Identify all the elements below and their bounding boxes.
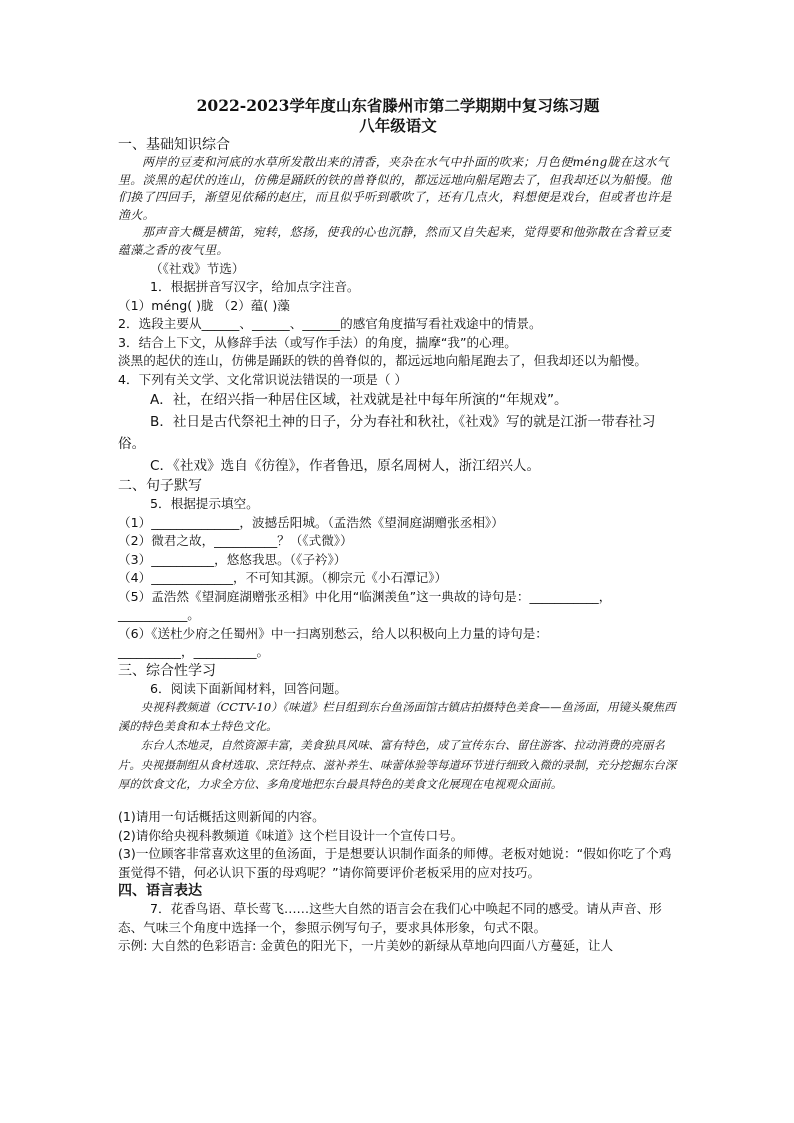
question-5: 5．根据提示填空。 (150, 496, 259, 512)
news-paragraph-2: 东台人杰地灵，自然资源丰富，美食独具风味、富有特色，成了宣传东台、留住游客、拉动消费的亮丽名片。央视摄制组从食材选取、烹饪特点、滋补养生、味蕾体验等每道环节进行细致入微的录制，充分挖掘东台深厚的饮食文化，力求全方位、多角度地把东台最具特色的美食文化展现在电视观众面前。 (118, 738, 677, 791)
question-4-option-a: A．社，在绍兴指一种居住区域，社戏就是社中每年所演的“年规戏”。 (150, 392, 568, 409)
spacer (118, 794, 678, 808)
question-6: 6．阅读下面新闻材料，回答问题。 (150, 680, 347, 696)
question-4-option-b: B．社日是古代祭祀土神的日子，分为春社和秋社，《社戏》写的就是江浙一带春社习俗。 (118, 414, 656, 453)
news-paragraph-1: 央视科教频道（CCTV-10）《味道》栏目组到东台鱼汤面馆古镇店拍摄特色美食——鱼汤面，用镜头聚焦西溪的特色美食和本土特色文化。 (118, 700, 676, 734)
section-heading-4: 四、语言表达 (118, 883, 202, 900)
question-3: 3．结合上下文，从修辞手法（或写作手法）的角度，揣摩“我”的心理。 (118, 334, 517, 350)
fill-line-2: （2）微君之故，__________？（《式微》） (118, 533, 353, 549)
fill-line-6: （6）《送杜少府之任蜀州》中一扫离别愁云，给人以积极向上力量的诗句是： (118, 625, 548, 641)
fill-line-1: （1）______________，波撼岳阳城。（孟浩然《望洞庭湖赠张丞相》） (118, 514, 504, 530)
sub-question-1: (1)请用一句话概括这则新闻的内容。 (118, 809, 325, 825)
question-1-items: （1）méng( )胧 （2）蕴( )藻 (118, 297, 290, 313)
sub-question-3: (3)一位顾客非常喜欢这里的鱼汤面，于是想要认识制作面条的师傅。老板对她说：“假如你吃了个鸡蛋觉得不错，何必认识下蛋的母鸡呢？”请你简要评价老板采用的应对技巧。 (118, 846, 672, 880)
fill-line-6-cont: __________，__________。 (118, 644, 270, 660)
example-text: 示例: 大自然的色彩语言: 金黄色的阳光下，一片美妙的新绿从草地向四面八方蔓延，让人 (118, 938, 614, 954)
question-7: 7．花香鸟语、草长莺飞……这些大自然的语言会在我们心中唤起不同的感受。请从声音、形态、气味三个角度中选择一个，参照示例写句子，要求具体形象，句式不限。 (118, 901, 662, 935)
question-4-option-c: C．《社戏》选自《彷徨》，作者鲁迅，原名周树人，浙江绍兴人。 (150, 458, 541, 475)
section-heading-3: 三、综合性学习 (118, 662, 216, 679)
reading-passage-2: 那声音大概是横笛，宛转，悠扬，使我的心也沉静，然而又自失起来，觉得要和他弥散在含着豆麦蕴藻之香的夜气里。 (118, 225, 671, 257)
section-heading-1: 一、基础知识综合 (118, 137, 230, 153)
page-title: 2022-2023学年度山东省滕州市第二学期期中复习练习题 (196, 96, 600, 115)
question-2: 2．选段主要从______、______、______的感官角度描写看社戏途中的情景。 (118, 316, 542, 332)
page-subtitle: 八年级语文 (359, 116, 437, 135)
fill-line-5-cont: ___________。 (118, 607, 200, 623)
exam-page (118, 96, 678, 956)
question-3-quote: 淡黑的起伏的连山，仿佛是踊跃的铁的兽脊似的，都远远地向船尾跑去了，但我却还以为船慢。 (118, 353, 647, 369)
question-4: 4．下列有关文学、文化常识说法错误的一项是（ ） (118, 371, 408, 387)
fill-line-5: （5）孟浩然《望洞庭湖赠张丞相》中化用“临渊羡鱼”这一典故的诗句是：___________， (118, 588, 612, 604)
question-1: 1．根据拼音写汉字，给加点字注音。 (150, 279, 360, 295)
reading-passage-1: 两岸的豆麦和河底的水草所发散出来的清香，夹杂在水气中扑面的吹来；月色便méng胧在这水气里。淡黑的起伏的连山，仿佛是踊跃的铁的兽脊似的，都远远地向船尾跑去了，但我却还以为船慢。他们换了四回手，渐望见依稀的赵庄，而且似乎听到歌吹了，还有几点火，料想便是戏台，但或者也许是渔火。 (118, 155, 672, 222)
section-heading-2: 二、句子默写 (118, 478, 202, 495)
passage-source: （《社戏》节选） (150, 260, 245, 276)
fill-line-4: （4）_____________，不可知其源。（柳宗元《小石潭记》） (118, 570, 448, 586)
sub-question-2: (2)请你给央视科教频道《味道》这个栏目设计一个宣传口号。 (118, 827, 464, 843)
fill-line-3: （3）__________，悠悠我思。（《子衿》） (118, 551, 347, 567)
